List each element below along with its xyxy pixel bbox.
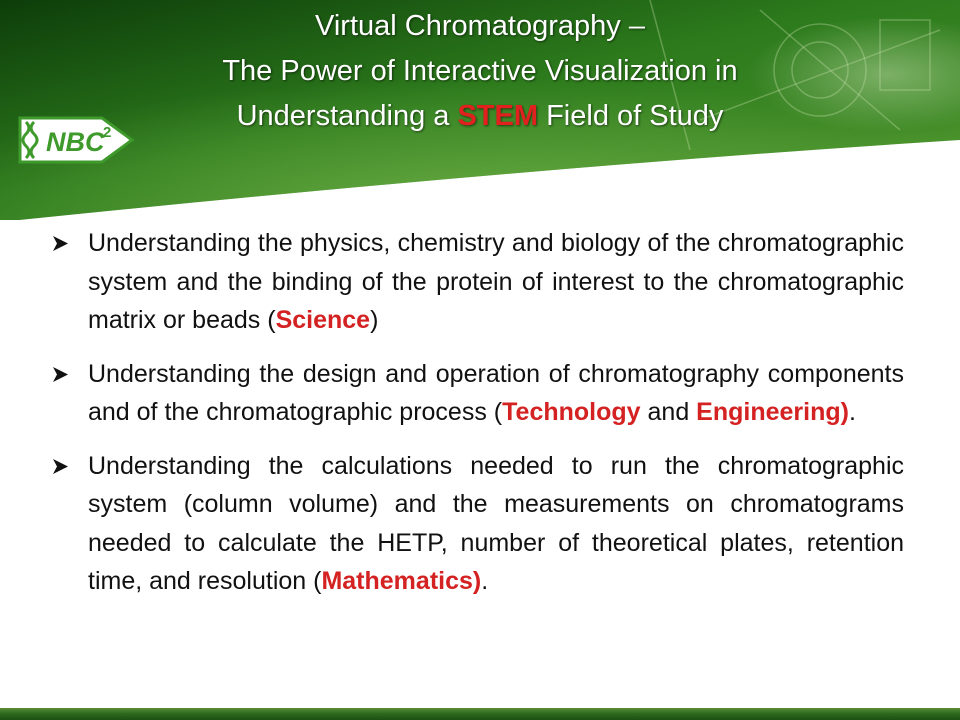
bullet-science [48,224,904,340]
title-line-3-post: Field of Study [538,100,724,132]
title-line-3-pre: Understanding a [236,100,458,132]
bullet-technology-engineering [48,355,904,432]
footer-bar [0,708,960,720]
bullet-1-highlight: Science [275,306,371,334]
title-line-2: The Power of Interactive Visualization in [222,55,738,87]
title-stem-highlight: STEM [457,100,539,132]
bullet-list [48,224,904,616]
bullet-mathematics [48,447,904,601]
arrow-bullet-icon [50,447,72,485]
title-line-1: Virtual Chromatography – [315,10,645,42]
logo-superscript: 2 [103,124,112,141]
bullet-1-text-end: ) [370,306,379,334]
bullet-3-text-end: . [481,567,489,595]
title-line-3 [0,94,960,139]
slide-header [0,0,960,220]
arrow-bullet-icon [50,224,72,262]
bullet-3-highlight: Mathematics) [321,567,482,595]
bullet-1-text: Understanding the physics, chemistry and biology of the chromatographic system and the binding of the protein of interest to the chromatographic matrix or beads ( [88,229,904,334]
bullet-2-text: Understanding the design and operation of chromatography components and of the chromatographic process ( [88,359,904,426]
bullet-2-text-mid: and [640,398,697,426]
logo-text: NBC [46,127,105,157]
bullet-2-highlight: Technology [502,398,641,426]
nbc2-logo-icon [14,104,138,176]
bullet-2-highlight-2: Engineering) [696,398,849,426]
bullet-3-text: Understanding the calculations needed to run the chromatographic system (column volume) and the measurements on chromatograms needed to calculate the HETP, number of theoretical plates, retention time, and resolution ( [88,451,904,595]
bullet-2-text-end: . [848,398,856,426]
arrow-bullet-icon [50,355,72,393]
slide-title [0,4,960,139]
